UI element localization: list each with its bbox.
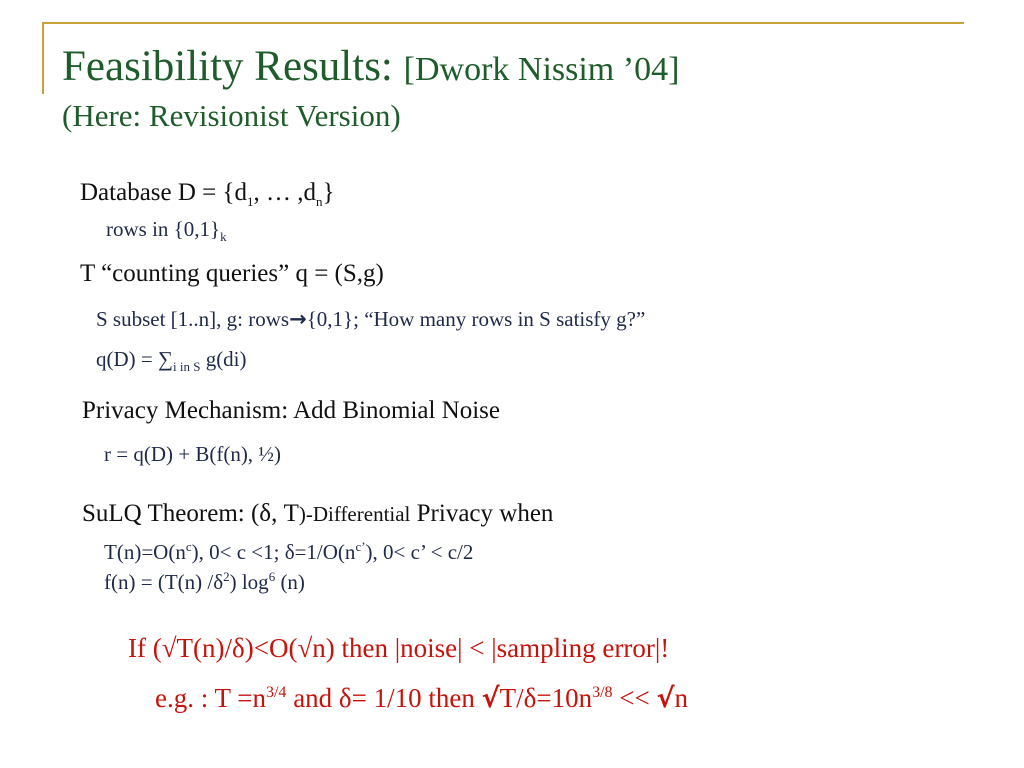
fn-sup-2: 6 <box>268 569 276 584</box>
title-main: Feasibility Results: <box>62 43 393 90</box>
conclusion-line: If (√T(n)/δ)<O(√n) then |noise| < |sampling error|! <box>128 633 670 663</box>
example-sup-2: 3/8 <box>592 684 613 701</box>
database-prefix: Database D = {d <box>80 179 248 206</box>
slide-title <box>62 45 679 88</box>
noise-formula-line: r = q(D) + B(f(n), ½) <box>104 442 282 466</box>
counting-queries-line: T “counting queries” q = (S,g) <box>80 260 384 287</box>
title-reference: [Dwork Nissim ’04] <box>403 51 680 88</box>
example-part-3: T/δ=10n <box>499 683 593 713</box>
subset-after: {0,1}; “How many rows in S satisfy g?” <box>306 307 646 331</box>
example-part-2: and δ= 1/10 then <box>286 683 482 713</box>
database-mid: , … ,d <box>253 179 317 206</box>
rows-k: k <box>220 229 227 245</box>
qd-rhs: g(di) <box>200 347 247 371</box>
cond-part-1: T(n)=O(n <box>104 540 186 564</box>
subset-before: S subset [1..n], g: rows <box>96 307 290 331</box>
subset-line <box>96 309 645 330</box>
qd-line <box>96 347 247 375</box>
fn-part-2: ) log <box>229 570 269 594</box>
fn-sup-1: 2 <box>223 569 230 584</box>
database-line <box>80 179 335 209</box>
cond-sup-2: c’ <box>355 539 366 554</box>
fn-part-1: f(n) = (T(n) /δ <box>104 570 224 594</box>
theorem-part-a: SuLQ Theorem: (δ, T <box>82 500 299 527</box>
database-sub-n: n <box>316 194 323 209</box>
slide-subtitle: (Here: Revisionist Version) <box>62 98 401 133</box>
fn-part-3: (n) <box>275 570 305 594</box>
qd-lhs: q(D) = ∑ <box>96 347 173 371</box>
example-part-1: e.g. : T =n <box>155 683 266 713</box>
cond-part-3: ), 0< c’ < c/2 <box>365 540 474 564</box>
cond-part-2: ), 0< c <1; δ=1/O(n <box>191 540 356 564</box>
database-sub-1: 1 <box>247 194 254 209</box>
square-root-icon: √ <box>656 683 675 714</box>
theorem-part-b: )-Differential <box>298 502 411 526</box>
f-of-n-line <box>104 569 305 594</box>
example-part-4: << <box>612 683 657 713</box>
rows-line <box>106 217 227 245</box>
rows-text: rows in {0,1} <box>106 217 221 241</box>
right-arrow-icon: → <box>289 307 307 331</box>
condition-line <box>104 539 474 564</box>
example-sup-1: 3/4 <box>265 684 287 701</box>
database-suffix: } <box>322 179 335 206</box>
privacy-mechanism-line: Privacy Mechanism: Add Binomial Noise <box>82 397 501 424</box>
title-rule-vertical <box>42 22 44 94</box>
cond-sup-1: c <box>185 539 192 554</box>
qd-sum-index: i in S <box>172 359 201 375</box>
theorem-part-c: Privacy when <box>410 500 554 527</box>
example-part-5: n <box>674 683 689 713</box>
example-line <box>155 685 688 712</box>
square-root-icon: √ <box>481 683 500 714</box>
theorem-line <box>82 501 553 526</box>
title-rule-horizontal <box>42 22 964 24</box>
